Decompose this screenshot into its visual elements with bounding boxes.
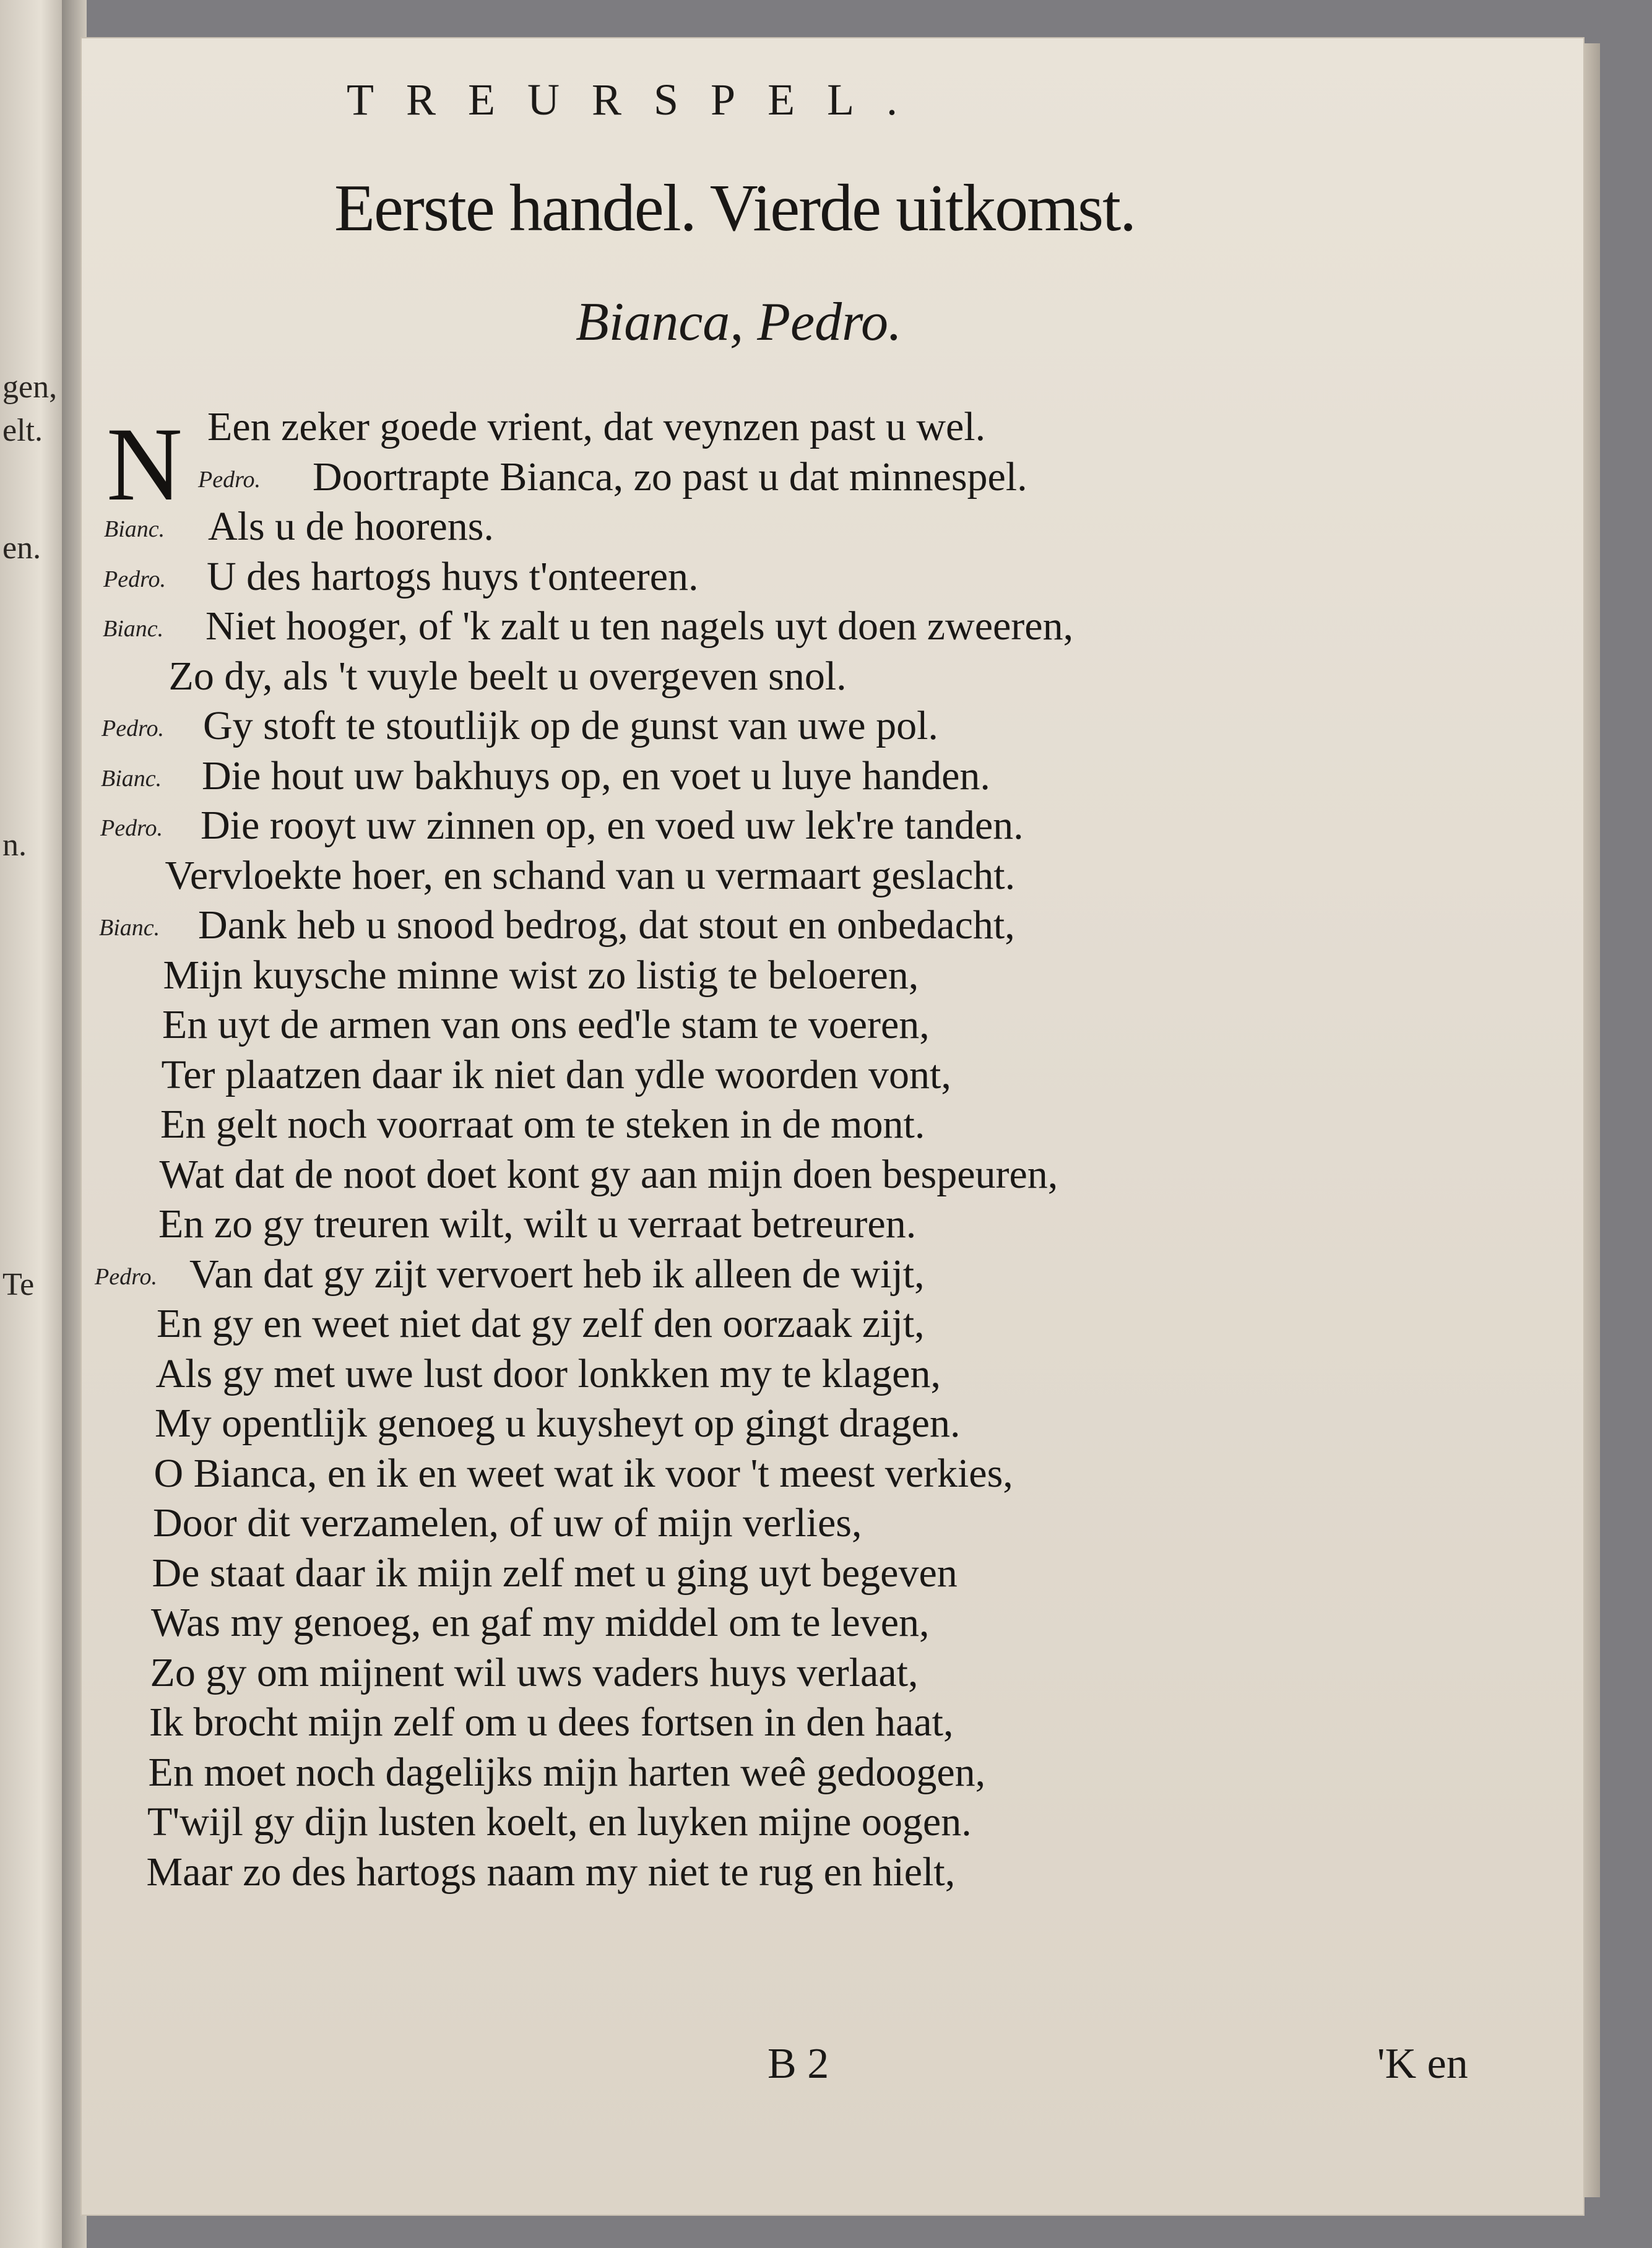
scene-title: Eerste handel. Vierde uitkomst. <box>334 171 1136 245</box>
verse-text: O Bianca, en ik en weet wat ik voor 't meest verkies, <box>154 1450 1013 1496</box>
verse-text: En zo gy treuren wilt, wilt u verraat betreuren. <box>158 1201 917 1247</box>
verse-text: Wat dat de noot doet kont gy aan mijn doen bespeuren, <box>159 1151 1058 1197</box>
verse-text: Die rooyt uw zinnen op, en voed uw lek're tanden. <box>201 803 1024 848</box>
verse-line <box>87 1349 1510 1399</box>
verse-text: Was my genoeg, en gaf my middel om te leven, <box>151 1600 930 1645</box>
verse-text: Mijn kuysche minne wist zo listig te beloeren, <box>163 952 919 998</box>
left-fragment: elt. <box>2 413 43 448</box>
verse-line <box>87 1748 1510 1798</box>
speaker-label: Pedro. <box>102 715 164 741</box>
verse-line <box>87 1598 1510 1648</box>
verse-line <box>87 801 1510 851</box>
verse-text: My opentlijk genoeg u kuysheyt op gingt dragen. <box>155 1401 961 1446</box>
verse-text: Ter plaatzen daar ik niet dan ydle woorden vont, <box>161 1052 951 1097</box>
verse-text: En moet noch dagelijks mijn harten weê gedoogen, <box>148 1749 986 1795</box>
verse-text: En gelt noch voorraat om te steken in de mont. <box>160 1102 925 1147</box>
verse-line <box>87 1848 1510 1898</box>
verse-text: Gy stoft te stoutlijk op de gunst van uwe pol. <box>203 703 938 748</box>
verse-text: U des hartogs huys t'onteeren. <box>207 553 699 599</box>
verse-text: Doortrapte Bianca, zo past u dat minnespel. <box>313 454 1027 499</box>
left-fragment: Te <box>2 1267 35 1302</box>
verse-text: Die hout uw bakhuys op, en voet u luye handen. <box>202 753 990 798</box>
verse-line <box>87 452 1510 503</box>
verse-line <box>87 1200 1510 1250</box>
verse-line <box>87 1399 1510 1449</box>
verse-line <box>87 1549 1510 1599</box>
speaker-label: Bianc. <box>101 765 162 792</box>
left-fragment: gen, <box>2 370 58 405</box>
verse-line <box>87 1797 1510 1848</box>
verse-line <box>87 1250 1510 1300</box>
verse-text: Als gy met uwe lust door lonkken my te klagen, <box>155 1351 941 1396</box>
verse-line <box>87 1100 1510 1150</box>
verse-text: Door dit verzamelen, of uw of mijn verlies, <box>153 1500 862 1546</box>
verse-text: Ik brocht mijn zelf om u dees fortsen in den haat, <box>149 1700 954 1745</box>
verse-line <box>87 652 1510 702</box>
verse-block <box>87 402 1510 1897</box>
verse-line <box>87 901 1510 951</box>
speaker-label: Pedro. <box>198 466 261 493</box>
verse-line <box>87 602 1510 652</box>
speaker-label: Bianc. <box>103 616 164 642</box>
verse-text: Van dat gy zijt vervoert heb ik alleen de wijt, <box>189 1251 925 1297</box>
catchword: 'K en <box>1377 2040 1468 2088</box>
left-fragment: n. <box>2 828 27 863</box>
running-title: TREURSPEL. <box>347 75 930 124</box>
verse-line <box>87 951 1510 1001</box>
verse-text: Een zeker goede vrient, dat veynzen past u wel. <box>207 404 986 449</box>
verse-text: Vervloekte hoer, en schand van u vermaart geslacht. <box>165 852 1016 898</box>
verse-line <box>87 701 1510 751</box>
verse-text: Maar zo des hartogs naam my niet te rug en hielt, <box>146 1849 956 1895</box>
verse-text: Zo gy om mijnent wil uws vaders huys verlaat, <box>150 1649 919 1695</box>
verse-text: Dank heb u snood bedrog, dat stout en onbedacht, <box>198 902 1015 948</box>
verse-line <box>87 1698 1510 1748</box>
speaker-label: Pedro. <box>103 566 166 592</box>
verse-line <box>87 1150 1510 1200</box>
verse-text: Als u de hoorens. <box>208 504 494 549</box>
verse-line <box>87 402 1510 452</box>
signature-mark: B 2 <box>768 2040 829 2088</box>
verse-line <box>87 851 1510 901</box>
drop-cap: N <box>106 406 183 522</box>
speaker-label: Pedro. <box>100 815 163 841</box>
verse-line <box>87 1000 1510 1050</box>
verse-text: En gy en weet niet dat gy zelf den oorzaak zijt, <box>157 1301 925 1346</box>
speaker-label: Bianc. <box>99 915 160 941</box>
verse-line <box>87 751 1510 802</box>
verse-text: Niet hooger, of 'k zalt u ten nagels uyt doen zweeren, <box>205 603 1074 649</box>
left-page-edge <box>0 0 68 2248</box>
verse-line <box>87 1498 1510 1549</box>
verse-line <box>87 1050 1510 1100</box>
verse-line <box>87 502 1510 552</box>
verse-text: T'wijl gy dijn lusten koelt, en luyken mijne oogen. <box>147 1799 972 1844</box>
verse-line <box>87 1449 1510 1499</box>
scene-speakers: Bianca, Pedro. <box>576 292 902 352</box>
verse-text: Zo dy, als 't vuyle beelt u overgeven snol. <box>168 653 847 699</box>
verse-text: De staat daar ik mijn zelf met u ging uyt begeven <box>152 1550 958 1596</box>
verse-line <box>87 1299 1510 1349</box>
verse-line <box>87 552 1510 602</box>
left-fragment: en. <box>2 530 41 566</box>
speaker-label: Pedro. <box>95 1263 157 1290</box>
speaker-label: Bianc. <box>104 516 165 542</box>
verse-text: En uyt de armen van ons eed'le stam te voeren, <box>162 1002 930 1047</box>
verse-line <box>87 1648 1510 1698</box>
